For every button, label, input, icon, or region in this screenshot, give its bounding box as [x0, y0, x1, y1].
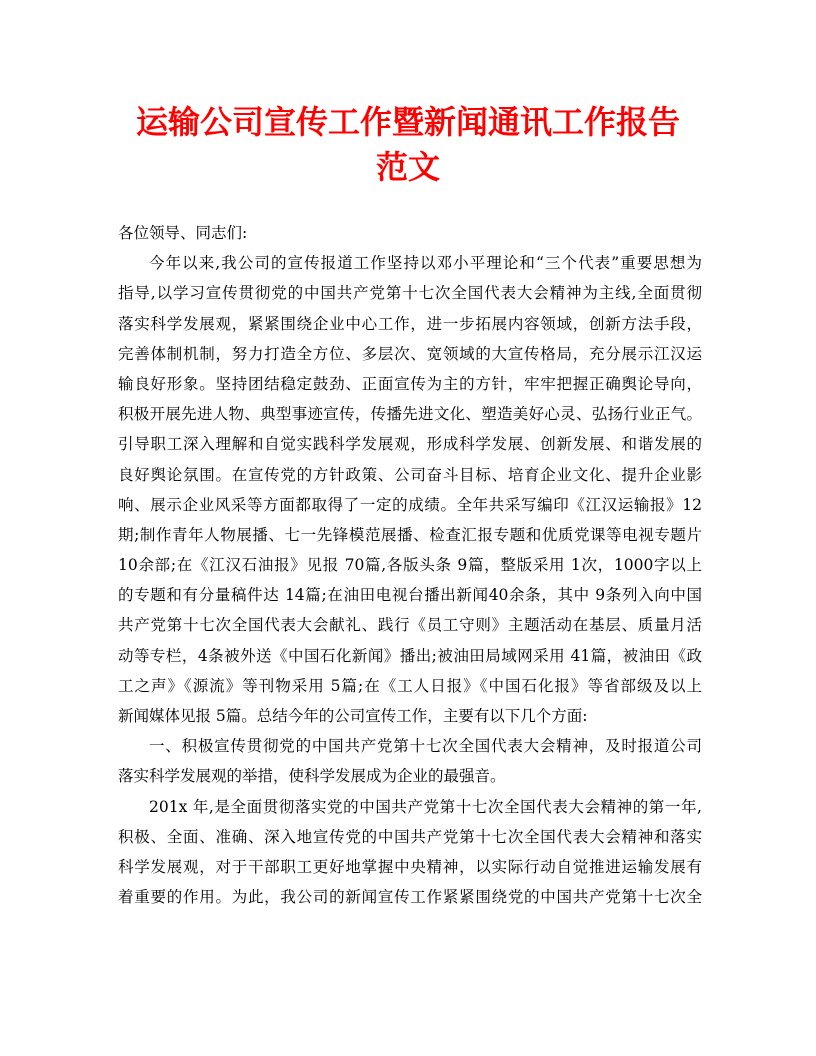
title-line-2: 范文: [375, 148, 440, 186]
text-line: 今年以来,我公司的宣传报道工作坚持以邓小平理论和“三个代表”重要思想为: [149, 254, 702, 273]
title-line-1: 运输公司宣传工作暨新闻通讯工作报告: [135, 103, 680, 141]
text-line: 201x 年,是全面贯彻落实党的中国共产党第十七次全国代表大会精神的第一年,: [149, 797, 702, 816]
text-line: 科学发展观，对于干部职工更好地掌握中央精神，以实际行动自觉推进运输发展有: [118, 857, 702, 876]
text-line: 输良好形象。坚持团结稳定鼓劲、正面宣传为主的方针，牢牢把握正确舆论导向，: [118, 374, 702, 393]
text-line: 引导职工深入理解和自觉实践科学发展观，形成科学发展、创新发展、和谐发展的: [118, 435, 702, 454]
text-line: 积极、全面、准确、深入地宣传党的中国共产党第十七次全国代表大会精神和落实: [118, 827, 702, 846]
document-title: [100, 100, 716, 190]
paragraph-1: [118, 248, 702, 731]
text-line: 着重要的作用。为此，我公司的新闻宣传工作紧紧围绕党的中国共产党第十七次全: [118, 888, 702, 907]
text-line: 完善体制机制，努力打造全方位、多层次、宽领域的大宣传格局，充分展示江汉运: [118, 344, 702, 363]
text-line: 落实科学发展观，紧紧围绕企业中心工作，进一步拓展内容领域，创新方法手段，: [118, 314, 702, 333]
text-line: 动等专栏，4条被外送《中国石化新闻》播出;被油田局域网采用 41篇，被油田《政: [118, 646, 702, 665]
text-line: 指导,以学习宣传贯彻党的中国共产党第十七次全国代表大会精神为主线,全面贯彻: [118, 284, 702, 303]
text-line: 一、积极宣传贯彻党的中国共产党第十七次全国代表大会精神，及时报道公司: [149, 737, 702, 756]
text-line: 良好舆论氛围。在宣传党的方针政策、公司奋斗目标、培育企业文化、提升企业影: [118, 465, 702, 484]
text-line: 落实科学发展观的举措，使科学发展成为企业的最强音。: [118, 767, 506, 786]
text-line: 响、展示企业风采等方面都取得了一定的成绩。全年共采写编印《江汉运输报》12: [118, 495, 702, 514]
text-line: 的专题和有分量稿件达 14篇;在油田电视台播出新闻40余条，其中 9条列入向中国: [118, 586, 702, 605]
text-line: 期;制作青年人物展播、七一先锋模范展播、检查汇报专题和优质党课等电视专题片: [118, 525, 702, 544]
text-line: 积极开展先进人物、典型事迹宣传，传播先进文化、塑造美好心灵、弘扬行业正气。: [118, 405, 702, 424]
text-line: 新闻媒体见报 5篇。总结今年的公司宣传工作，主要有以下几个方面:: [118, 707, 588, 725]
paragraph-2: [118, 731, 702, 791]
text-line: 共产党第十七次全国代表大会献礼、践行《员工守则》主题活动在基层、质量月活: [118, 616, 702, 635]
text-line: 工之声》《源流》等刊物采用 5篇;在《工人日报》《中国石化报》等省部级及以上: [118, 676, 702, 695]
greeting: 各位领导、同志们:: [118, 224, 248, 242]
paragraph-3: [118, 792, 702, 913]
document-body: [118, 218, 702, 912]
text-line: 10余部;在《江汉石油报》见报 70篇,各版头条 9篇，整版采用 1次，1000字以上: [118, 556, 702, 575]
